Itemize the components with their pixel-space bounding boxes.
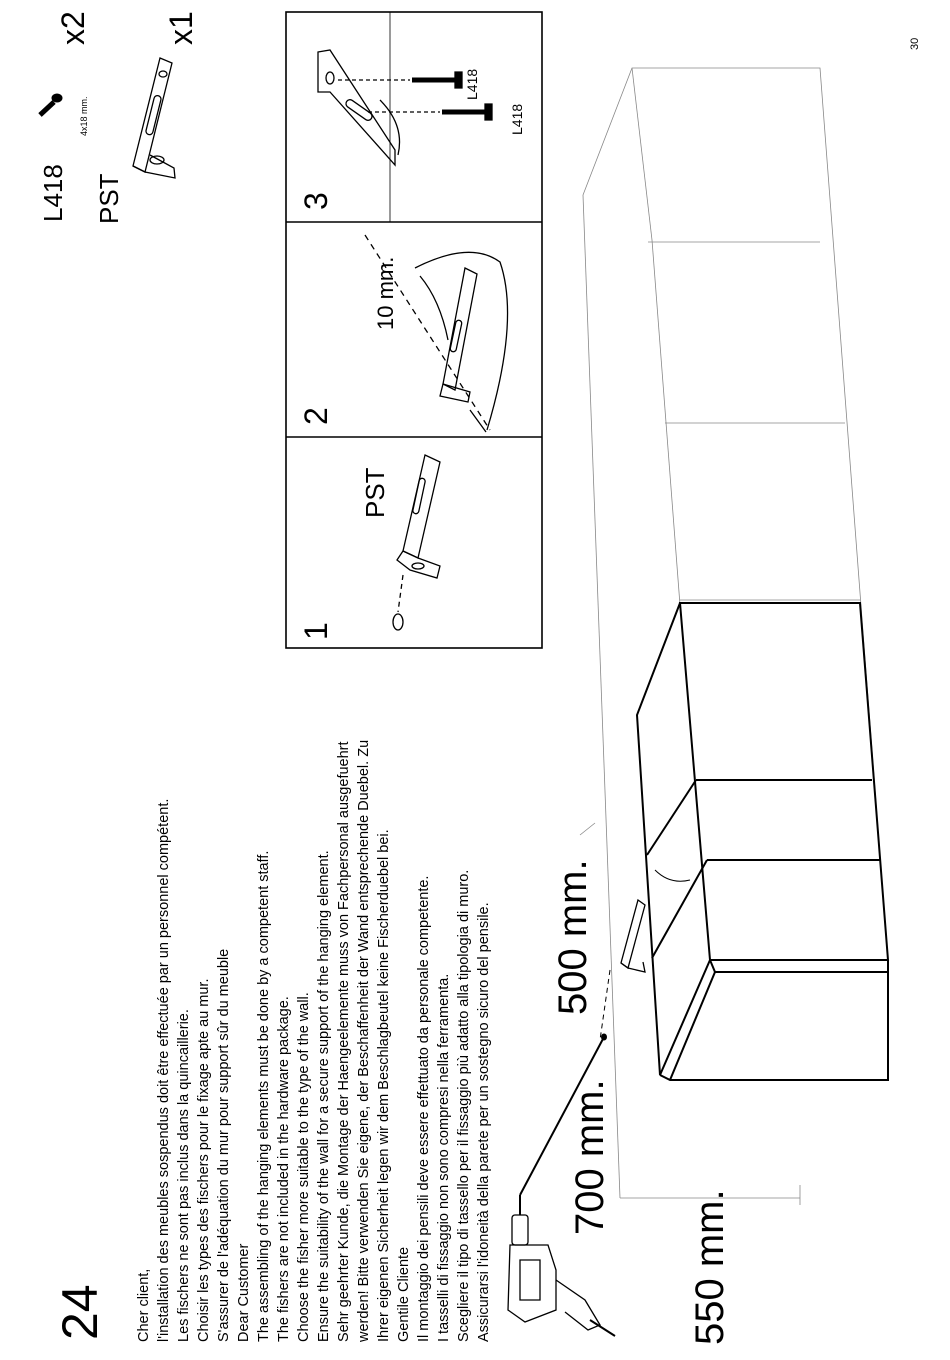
- panel-2-gap-label: 10 mm.: [373, 256, 398, 330]
- instruction-line: The fishers are not included in the hardware package.: [276, 996, 292, 1342]
- hardware-qty-pst: x1: [163, 11, 199, 45]
- dimension-700: 700 mm.: [568, 1079, 612, 1235]
- page-number: 30: [909, 37, 921, 50]
- panel-1-label: PST: [360, 467, 390, 518]
- panel-1-bracket-drawing: [393, 455, 440, 630]
- panel-1-number: 1: [298, 622, 334, 640]
- instruction-line: Scegliere il tipo di tassello per il fissaggio più adatto alla tipologia di muro.: [456, 869, 472, 1342]
- instruction-line: Ensure the suitability of the wall for a secure support of the hanging element.: [316, 850, 332, 1342]
- instruction-line: Cher client,: [136, 1268, 152, 1342]
- instruction-line: Ihrer eigenen Sicherheit legen wir dem Beschlagbeutel keine Fischerduebel bei.: [376, 829, 392, 1342]
- instruction-line: I tasselli di fissaggio non sono compresi nella ferramenta.: [436, 973, 452, 1342]
- panel-2-number: 2: [298, 407, 334, 425]
- instruction-line: Dear Customer: [236, 1243, 252, 1342]
- instruction-line: Les fischers ne sont pas inclus dans la quincaillerie.: [176, 1009, 192, 1342]
- hardware-code-l418: L418: [38, 164, 68, 222]
- hardware-qty-l418: x2: [55, 11, 91, 45]
- instruction-line: The assembling of the hanging elements must be done by a competent staff.: [256, 850, 272, 1342]
- pst-bracket-icon: [133, 58, 175, 178]
- instruction-line: l'installation des meubles sospendus doit être effectuée par un personnel compétent.: [156, 798, 172, 1342]
- dimension-550: 550 mm.: [688, 1189, 732, 1345]
- instruction-line: Sehr geehrter Kunde, die Montage der Haengeelemente muss von Fachpersonal ausgefuehrt: [336, 741, 352, 1342]
- dimension-500: 500 mm.: [551, 859, 595, 1015]
- screw-icon: [40, 94, 62, 115]
- hardware-code-pst: PST: [94, 173, 124, 224]
- instruction-line: Gentile Cliente: [396, 1246, 412, 1342]
- step-panels-frame: [286, 12, 542, 648]
- cabinet-drawing: [520, 68, 888, 1205]
- panel-3-screw-label-a: L418: [464, 68, 480, 100]
- panel-3-screw-label-b: L418: [509, 103, 525, 135]
- instruction-line: S'assurer de l'adéquation du mur pour support sûr du meuble: [216, 948, 232, 1342]
- instruction-line: Choose the fisher more suitable to the type of the wall.: [296, 992, 312, 1342]
- hardware-size-l418: 4x18 mm.: [79, 96, 89, 136]
- panel-3-number: 3: [298, 192, 334, 210]
- instruction-line: Assicurarsi l'idoneità della parete per un sostegno sicuro del pensile.: [476, 902, 492, 1342]
- instruction-line: Choisir les types des fischers pour le fixage apte au mur.: [196, 978, 212, 1342]
- panel-3-screws-drawing: [286, 12, 542, 222]
- step-number: 24: [52, 1284, 108, 1340]
- instruction-line: Il montaggio dei pensili deve essere effettuato da personale competente.: [416, 875, 432, 1342]
- instruction-line: werden! Bitte verwenden Sie eigene, der Beschaffenheit der Wand entsprechende Duebel. Zu: [356, 739, 372, 1342]
